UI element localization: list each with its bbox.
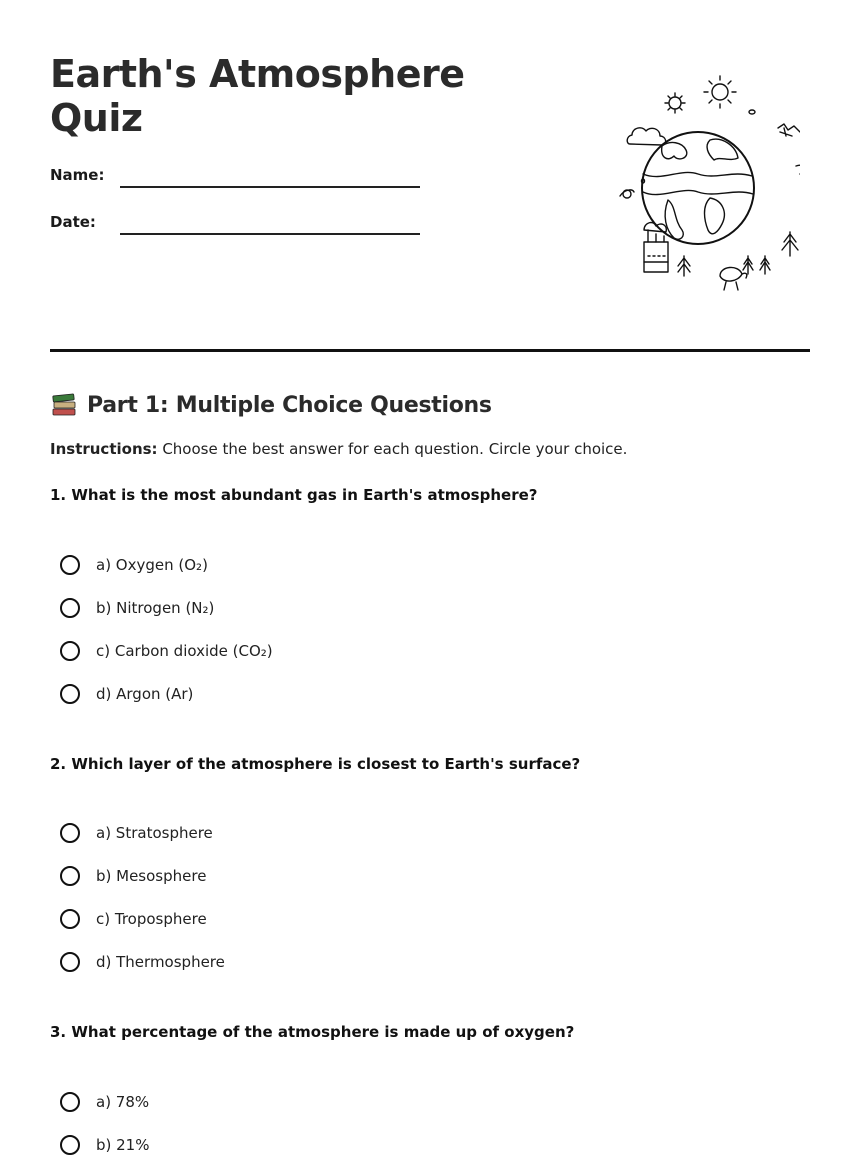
option-label: a) 78% <box>96 1093 150 1111</box>
option-label: b) Nitrogen (N₂) <box>96 599 215 617</box>
q2-option-d[interactable] <box>60 949 225 975</box>
radio-circle[interactable] <box>60 823 80 843</box>
radio-circle[interactable] <box>60 952 80 972</box>
q3-option-b[interactable] <box>60 1132 149 1158</box>
instructions <box>50 440 627 458</box>
q1-option-c[interactable] <box>60 638 273 664</box>
radio-circle[interactable] <box>60 641 80 661</box>
option-label: c) Troposphere <box>96 910 207 928</box>
question-1: 1. What is the most abundant gas in Earth's atmosphere? <box>50 486 538 504</box>
part1-title: Part 1: Multiple Choice Questions <box>87 392 492 418</box>
q2-option-b[interactable] <box>60 863 206 889</box>
radio-circle[interactable] <box>60 598 80 618</box>
instructions-text: Choose the best answer for each question. Circle your choice. <box>157 440 628 458</box>
instructions-label: Instructions: <box>50 440 158 458</box>
name-answer-line[interactable] <box>120 186 420 188</box>
books-icon <box>50 391 78 419</box>
question-2: 2. Which layer of the atmosphere is closest to Earth's surface? <box>50 755 581 773</box>
option-label: c) Carbon dioxide (CO₂) <box>96 642 273 660</box>
part1-heading <box>50 388 492 422</box>
quiz-title: Earth's Atmosphere Quiz <box>50 52 465 140</box>
radio-circle[interactable] <box>60 555 80 575</box>
option-label: a) Stratosphere <box>96 824 213 842</box>
earth-environment-doodle-icon <box>570 70 800 305</box>
section-divider <box>50 349 810 352</box>
q3-option-a[interactable] <box>60 1089 149 1115</box>
question-3: 3. What percentage of the atmosphere is made up of oxygen? <box>50 1023 575 1041</box>
radio-circle[interactable] <box>60 1135 80 1155</box>
option-label: a) Oxygen (O₂) <box>96 556 208 574</box>
name-label: Name: <box>50 166 105 184</box>
q1-option-d[interactable] <box>60 681 193 707</box>
radio-circle[interactable] <box>60 866 80 886</box>
option-label: b) Mesosphere <box>96 867 207 885</box>
radio-circle[interactable] <box>60 909 80 929</box>
name-field-row <box>50 166 420 196</box>
option-label: d) Thermosphere <box>96 953 225 971</box>
radio-circle[interactable] <box>60 1092 80 1112</box>
date-answer-line[interactable] <box>120 233 420 235</box>
option-label: b) 21% <box>96 1136 150 1154</box>
date-field-row <box>50 213 420 243</box>
q2-option-c[interactable] <box>60 906 207 932</box>
option-label: d) Argon (Ar) <box>96 685 194 703</box>
q2-option-a[interactable] <box>60 820 213 846</box>
q1-option-b[interactable] <box>60 595 214 621</box>
q1-option-a[interactable] <box>60 552 208 578</box>
date-label: Date: <box>50 213 96 231</box>
radio-circle[interactable] <box>60 684 80 704</box>
